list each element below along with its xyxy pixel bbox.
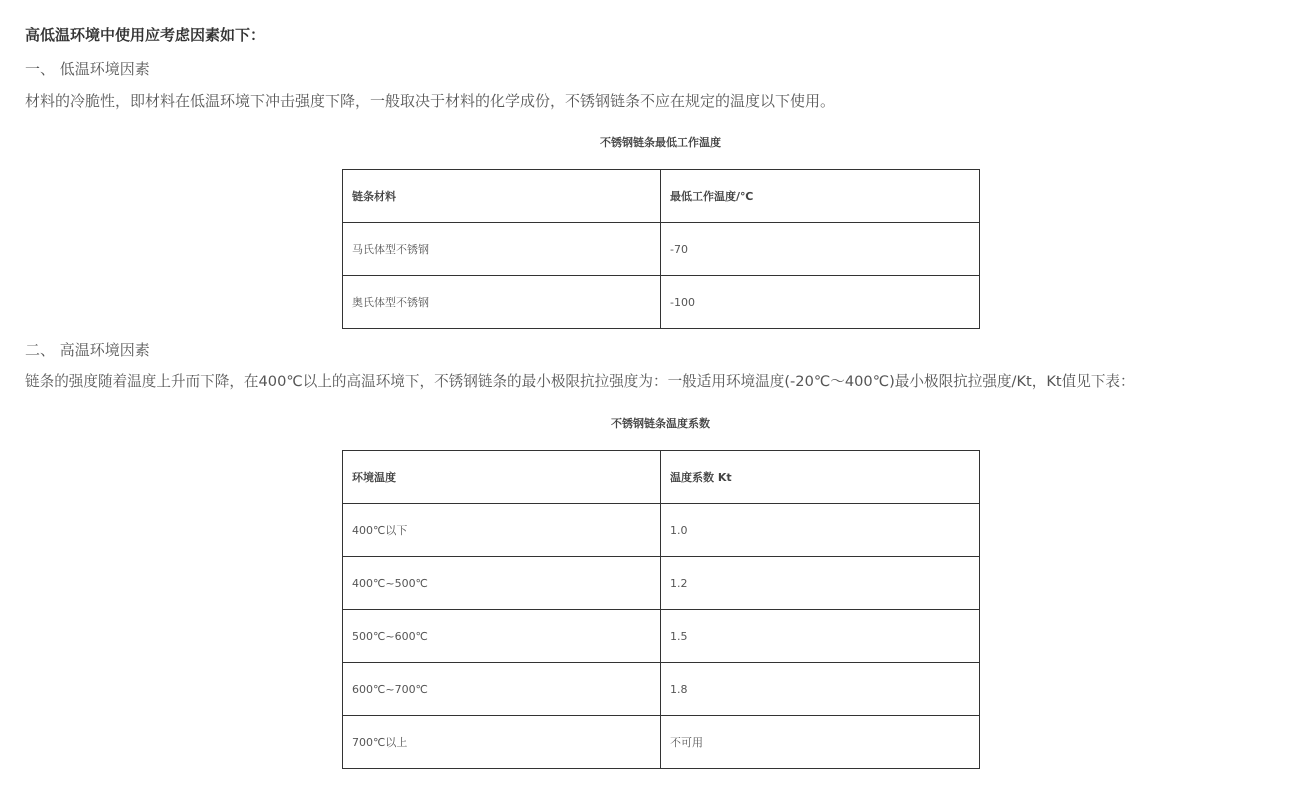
section-heading-low-temp: 一、 低温环境因素 bbox=[25, 60, 150, 78]
column-header: 最低工作温度/℃ bbox=[661, 170, 980, 223]
paragraph-low-temp: 材料的冷脆性，即材料在低温环境下冲击强度下降，一般取决于材料的化学成份，不锈钢链条不应在规定的温度以下使用。 bbox=[25, 92, 836, 110]
table-cell: 600℃~700℃ bbox=[343, 663, 661, 716]
section-heading-high-temp: 二、 高温环境因素 bbox=[25, 341, 150, 359]
temp-coefficient-table bbox=[342, 450, 980, 769]
table-caption-min-temp: 不锈钢链条最低工作温度 bbox=[600, 136, 721, 149]
table-cell: 400℃~500℃ bbox=[343, 557, 661, 610]
table-row bbox=[343, 716, 980, 769]
table-row bbox=[343, 504, 980, 557]
table-row bbox=[343, 610, 980, 663]
table-row bbox=[343, 557, 980, 610]
table-cell: 奥氏体型不锈钢 bbox=[343, 276, 661, 329]
table-cell: -70 bbox=[661, 223, 980, 276]
table-cell: 1.8 bbox=[661, 663, 980, 716]
table-cell: 不可用 bbox=[661, 716, 980, 769]
article-title: 高低温环境中使用应考虑因素如下： bbox=[25, 26, 266, 44]
table-cell: 1.0 bbox=[661, 504, 980, 557]
table-cell: 1.2 bbox=[661, 557, 980, 610]
table-caption-temp-coefficient: 不锈钢链条温度系数 bbox=[611, 417, 710, 430]
column-header: 温度系数 Kt bbox=[661, 451, 980, 504]
table-cell: 马氏体型不锈钢 bbox=[343, 223, 661, 276]
table-header-row bbox=[343, 170, 980, 223]
column-header: 环境温度 bbox=[343, 451, 661, 504]
table-cell: -100 bbox=[661, 276, 980, 329]
table-header-row bbox=[343, 451, 980, 504]
table-row bbox=[343, 276, 980, 329]
paragraph-high-temp: 链条的强度随着温度上升而下降，在400℃以上的高温环境下，不锈钢链条的最小极限抗拉强度为：一般适用环境温度(-20℃～400℃)最小极限抗拉强度/Kt，Kt值见下表： bbox=[25, 373, 1135, 390]
column-header: 链条材料 bbox=[343, 170, 661, 223]
table-row bbox=[343, 663, 980, 716]
table-cell: 1.5 bbox=[661, 610, 980, 663]
table-row bbox=[343, 223, 980, 276]
table-cell: 400℃以下 bbox=[343, 504, 661, 557]
min-temp-table bbox=[342, 169, 980, 329]
table-cell: 500℃~600℃ bbox=[343, 610, 661, 663]
table-cell: 700℃以上 bbox=[343, 716, 661, 769]
